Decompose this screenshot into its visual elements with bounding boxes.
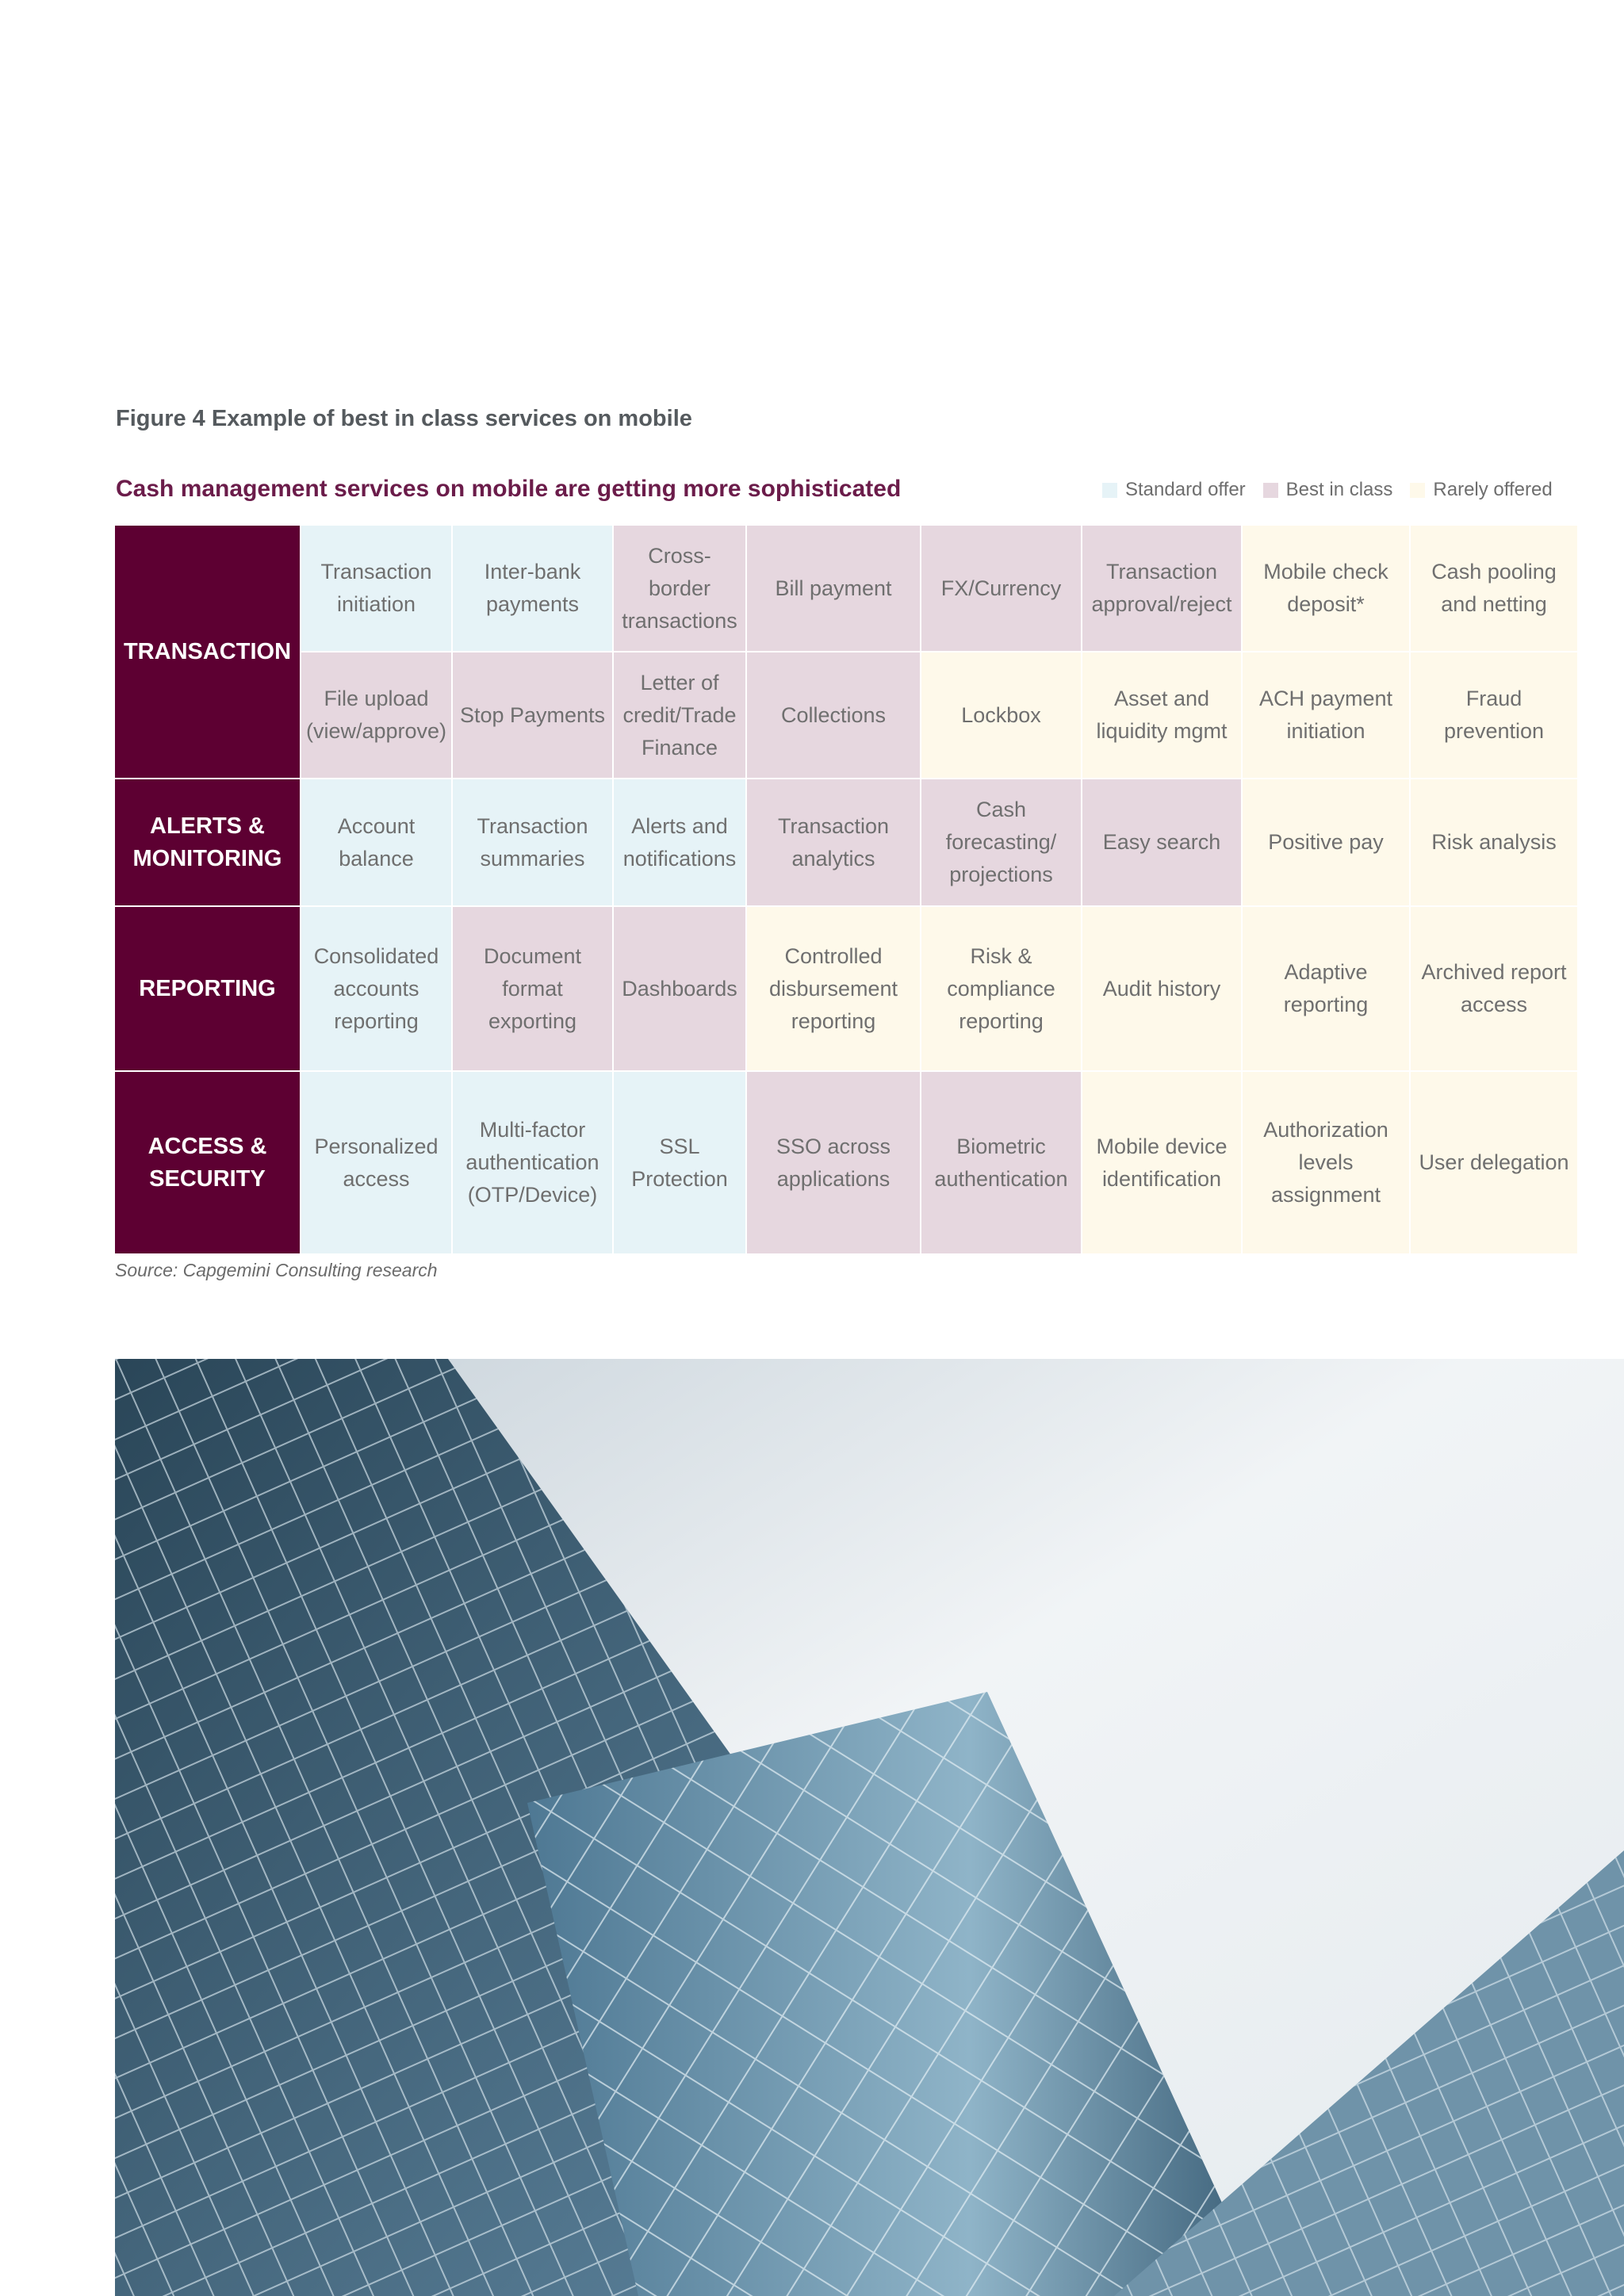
service-cell: Document format exporting [453,907,612,1070]
service-cell: Mobile check deposit* [1243,526,1409,651]
service-cell: Biometric authentication [921,1072,1081,1253]
source-note: Source: Capgemini Consulting research [115,1260,438,1280]
service-cell: Archived report access [1411,907,1577,1070]
legend-label: Best in class [1285,479,1393,500]
service-cell: Positive pay [1243,779,1409,905]
service-cell: File upload (view/approve) [301,652,451,778]
service-cell: Dashboards [614,907,745,1070]
service-cell: Lockbox [921,652,1081,778]
service-cell: Personalized access [301,1072,451,1253]
legend-item-rare [1410,479,1552,501]
category-label: ALERTS & MONITORING [115,779,300,905]
service-cell: SSL Protection [614,1072,745,1253]
service-cell: Authorization levels assignment [1243,1072,1409,1253]
service-cell: Transaction summaries [453,779,612,905]
service-cell: Cash pooling and netting [1411,526,1577,651]
service-cell: Consolidated accounts reporting [301,907,451,1070]
service-cell: FX/Currency [921,526,1081,651]
service-cell: Adaptive reporting [1243,907,1409,1070]
service-cell: Risk & compliance reporting [921,907,1081,1070]
service-cell: Transaction approval/reject [1082,526,1241,651]
service-cell: User delegation [1411,1072,1577,1253]
service-cell: Cross- border transactions [614,526,745,651]
category-label: REPORTING [115,907,300,1070]
service-cell: ACH payment initiation [1243,652,1409,778]
legend [1102,479,1553,501]
service-cell: Controlled disbursement reporting [747,907,920,1070]
service-cell: Asset and liquidity mgmt [1082,652,1241,778]
building-photo [115,1359,1624,2296]
category-label: TRANSACTION [115,526,300,778]
service-cell: Mobile device identification [1082,1072,1241,1253]
service-cell: Cash forecasting/ projections [921,779,1081,905]
legend-swatch-rare [1410,483,1425,498]
service-cell: Bill payment [747,526,920,651]
service-cell: Easy search [1082,779,1241,905]
matrix-subtitle: Cash management services on mobile are getting more sophisticated [116,476,902,502]
legend-swatch-standard [1102,483,1117,498]
service-cell: Risk analysis [1411,779,1577,905]
service-cell: Inter-bank payments [453,526,612,651]
figure-title: Figure 4 Example of best in class services on mobile [116,406,692,431]
category-label: ACCESS & SECURITY [115,1072,300,1253]
services-matrix [115,526,1569,1247]
service-cell: Alerts and notifications [614,779,745,905]
legend-item-standard [1102,479,1246,501]
service-cell: Fraud prevention [1411,652,1577,778]
service-cell: Letter of credit/Trade Finance [614,652,745,778]
legend-item-best [1263,479,1393,501]
service-cell: Collections [747,652,920,778]
service-cell: Audit history [1082,907,1241,1070]
service-cell: Transaction analytics [747,779,920,905]
legend-label: Standard offer [1125,479,1246,500]
service-cell: Transaction initiation [301,526,451,651]
service-cell: Stop Payments [453,652,612,778]
legend-label: Rarely offered [1433,479,1553,500]
service-cell: SSO across applications [747,1072,920,1253]
legend-swatch-best [1263,483,1278,498]
service-cell: Account balance [301,779,451,905]
service-cell: Multi-factor authentication (OTP/Device) [453,1072,612,1253]
